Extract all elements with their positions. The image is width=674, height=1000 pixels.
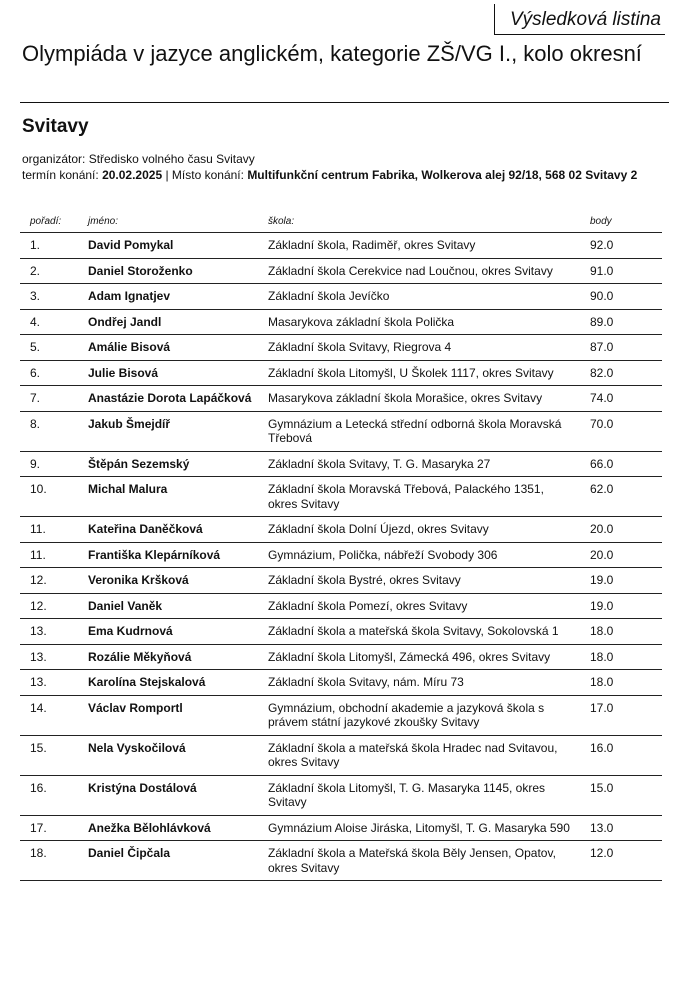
points-cell: 82.0 bbox=[572, 360, 662, 386]
name-cell: Anežka Bělohlávková bbox=[78, 815, 258, 841]
table-row bbox=[20, 619, 662, 645]
results-body bbox=[20, 233, 662, 881]
document-type-label bbox=[494, 4, 665, 35]
name-cell: Amálie Bisová bbox=[78, 335, 258, 361]
name-cell: Adam Ignatjev bbox=[78, 284, 258, 310]
school-cell: Základní škola a mateřská škola Svitavy, Sokolovská 1 bbox=[258, 619, 572, 645]
points-cell: 90.0 bbox=[572, 284, 662, 310]
table-row bbox=[20, 593, 662, 619]
points-cell: 20.0 bbox=[572, 517, 662, 543]
results-table bbox=[20, 212, 662, 881]
organizer-label: organizátor: bbox=[22, 152, 86, 166]
points-cell: 18.0 bbox=[572, 619, 662, 645]
points-cell: 62.0 bbox=[572, 477, 662, 517]
table-row bbox=[20, 451, 662, 477]
name-cell: Julie Bisová bbox=[78, 360, 258, 386]
name-column-header: jméno: bbox=[78, 212, 258, 233]
name-cell: Daniel Storoženko bbox=[78, 258, 258, 284]
name-cell: Anastázie Dorota Lapáčková bbox=[78, 386, 258, 412]
rank-cell: 13. bbox=[20, 644, 78, 670]
table-row bbox=[20, 386, 662, 412]
name-cell: Veronika Kršková bbox=[78, 568, 258, 594]
table-row bbox=[20, 695, 662, 735]
table-row bbox=[20, 775, 662, 815]
results-table-container bbox=[20, 212, 662, 881]
rank-cell: 2. bbox=[20, 258, 78, 284]
table-row bbox=[20, 542, 662, 568]
rank-cell: 10. bbox=[20, 477, 78, 517]
rank-cell: 13. bbox=[20, 619, 78, 645]
date-value: 20.02.2025 bbox=[102, 168, 163, 182]
points-cell: 66.0 bbox=[572, 451, 662, 477]
rank-cell: 17. bbox=[20, 815, 78, 841]
rank-cell: 16. bbox=[20, 775, 78, 815]
school-cell: Základní škola Svitavy, T. G. Masaryka 27 bbox=[258, 451, 572, 477]
rank-cell: 1. bbox=[20, 233, 78, 259]
date-venue-line bbox=[22, 168, 642, 183]
points-cell: 17.0 bbox=[572, 695, 662, 735]
table-row bbox=[20, 815, 662, 841]
name-cell: Kateřina Daněčková bbox=[78, 517, 258, 543]
name-cell: Václav Romportl bbox=[78, 695, 258, 735]
school-cell: Masarykova základní škola Morašice, okres Svitavy bbox=[258, 386, 572, 412]
school-cell: Gymnázium, Polička, nábřeží Svobody 306 bbox=[258, 542, 572, 568]
school-cell: Základní škola, Radiměř, okres Svitavy bbox=[258, 233, 572, 259]
school-column-header: škola: bbox=[258, 212, 572, 233]
district-heading: Svitavy bbox=[22, 116, 89, 137]
points-cell: 18.0 bbox=[572, 670, 662, 696]
document-type-text: Výsledková listina bbox=[509, 9, 661, 30]
name-cell: David Pomykal bbox=[78, 233, 258, 259]
name-cell: Michal Malura bbox=[78, 477, 258, 517]
table-row bbox=[20, 477, 662, 517]
name-cell: Karolína Stejskalová bbox=[78, 670, 258, 696]
title-divider bbox=[20, 102, 669, 103]
rank-cell: 4. bbox=[20, 309, 78, 335]
name-cell: Ondřej Jandl bbox=[78, 309, 258, 335]
info-separator: | bbox=[162, 168, 172, 182]
school-cell: Gymnázium a Letecká střední odborná škola Moravská Třebová bbox=[258, 411, 572, 451]
rank-cell: 15. bbox=[20, 735, 78, 775]
school-cell: Základní škola Jevíčko bbox=[258, 284, 572, 310]
table-row bbox=[20, 517, 662, 543]
table-row bbox=[20, 233, 662, 259]
points-cell: 13.0 bbox=[572, 815, 662, 841]
school-cell: Základní škola a Mateřská škola Běly Jensen, Opatov, okres Svitavy bbox=[258, 841, 572, 881]
rank-cell: 11. bbox=[20, 517, 78, 543]
organizer-line bbox=[22, 152, 255, 167]
school-cell: Základní škola Cerekvice nad Loučnou, okres Svitavy bbox=[258, 258, 572, 284]
points-cell: 18.0 bbox=[572, 644, 662, 670]
school-cell: Gymnázium, obchodní akademie a jazyková škola s právem státní jazykové zkoušky Svitavy bbox=[258, 695, 572, 735]
points-cell: 74.0 bbox=[572, 386, 662, 412]
points-cell: 16.0 bbox=[572, 735, 662, 775]
results-header-row bbox=[20, 212, 662, 233]
school-cell: Základní škola Dolní Újezd, okres Svitavy bbox=[258, 517, 572, 543]
points-cell: 19.0 bbox=[572, 568, 662, 594]
table-row bbox=[20, 284, 662, 310]
rank-cell: 8. bbox=[20, 411, 78, 451]
points-cell: 19.0 bbox=[572, 593, 662, 619]
venue-label: Místo konání: bbox=[171, 168, 244, 182]
school-cell: Gymnázium Aloise Jiráska, Litomyšl, T. G. Masaryka 590 bbox=[258, 815, 572, 841]
points-cell: 12.0 bbox=[572, 841, 662, 881]
points-cell: 91.0 bbox=[572, 258, 662, 284]
school-cell: Základní škola Litomyšl, T. G. Masaryka 1145, okres Svitavy bbox=[258, 775, 572, 815]
organizer-value: Středisko volného času Svitavy bbox=[88, 152, 255, 166]
school-cell: Základní škola a mateřská škola Hradec nad Svitavou, okres Svitavy bbox=[258, 735, 572, 775]
name-cell: Daniel Vaněk bbox=[78, 593, 258, 619]
table-row bbox=[20, 360, 662, 386]
table-row bbox=[20, 841, 662, 881]
rank-cell: 9. bbox=[20, 451, 78, 477]
points-cell: 87.0 bbox=[572, 335, 662, 361]
school-cell: Základní škola Litomyšl, Zámecká 496, okres Svitavy bbox=[258, 644, 572, 670]
name-cell: Štěpán Sezemský bbox=[78, 451, 258, 477]
rank-cell: 11. bbox=[20, 542, 78, 568]
table-row bbox=[20, 309, 662, 335]
table-row bbox=[20, 568, 662, 594]
rank-cell: 7. bbox=[20, 386, 78, 412]
rank-cell: 3. bbox=[20, 284, 78, 310]
points-cell: 89.0 bbox=[572, 309, 662, 335]
name-cell: Rozálie Měkyňová bbox=[78, 644, 258, 670]
school-cell: Masarykova základní škola Polička bbox=[258, 309, 572, 335]
table-row bbox=[20, 644, 662, 670]
school-cell: Základní škola Litomyšl, U Školek 1117, okres Svitavy bbox=[258, 360, 572, 386]
points-column-header: body bbox=[572, 212, 662, 233]
name-cell: Nela Vyskočilová bbox=[78, 735, 258, 775]
school-cell: Základní škola Pomezí, okres Svitavy bbox=[258, 593, 572, 619]
rank-cell: 13. bbox=[20, 670, 78, 696]
rank-cell: 6. bbox=[20, 360, 78, 386]
table-row bbox=[20, 258, 662, 284]
rank-cell: 12. bbox=[20, 593, 78, 619]
name-cell: Daniel Čipčala bbox=[78, 841, 258, 881]
points-cell: 92.0 bbox=[572, 233, 662, 259]
venue-value: Multifunkční centrum Fabrika, Wolkerova alej 92/18, 568 02 Svitavy 2 bbox=[247, 168, 638, 182]
table-row bbox=[20, 670, 662, 696]
rank-cell: 18. bbox=[20, 841, 78, 881]
rank-cell: 12. bbox=[20, 568, 78, 594]
table-row bbox=[20, 735, 662, 775]
rank-cell: 5. bbox=[20, 335, 78, 361]
school-cell: Základní škola Svitavy, Riegrova 4 bbox=[258, 335, 572, 361]
points-cell: 70.0 bbox=[572, 411, 662, 451]
points-cell: 15.0 bbox=[572, 775, 662, 815]
name-cell: Ema Kudrnová bbox=[78, 619, 258, 645]
name-cell: Kristýna Dostálová bbox=[78, 775, 258, 815]
name-cell: Františka Klepárníková bbox=[78, 542, 258, 568]
rank-column-header: pořadí: bbox=[20, 212, 78, 233]
school-cell: Základní škola Moravská Třebová, Palackého 1351, okres Svitavy bbox=[258, 477, 572, 517]
table-row bbox=[20, 335, 662, 361]
table-row bbox=[20, 411, 662, 451]
points-cell: 20.0 bbox=[572, 542, 662, 568]
school-cell: Základní škola Svitavy, nám. Míru 73 bbox=[258, 670, 572, 696]
date-label: termín konání: bbox=[22, 168, 99, 182]
school-cell: Základní škola Bystré, okres Svitavy bbox=[258, 568, 572, 594]
name-cell: Jakub Šmejdíř bbox=[78, 411, 258, 451]
rank-cell: 14. bbox=[20, 695, 78, 735]
competition-title: Olympiáda v jazyce anglickém, kategorie ZŠ/VG I., kolo okresní bbox=[22, 41, 642, 66]
